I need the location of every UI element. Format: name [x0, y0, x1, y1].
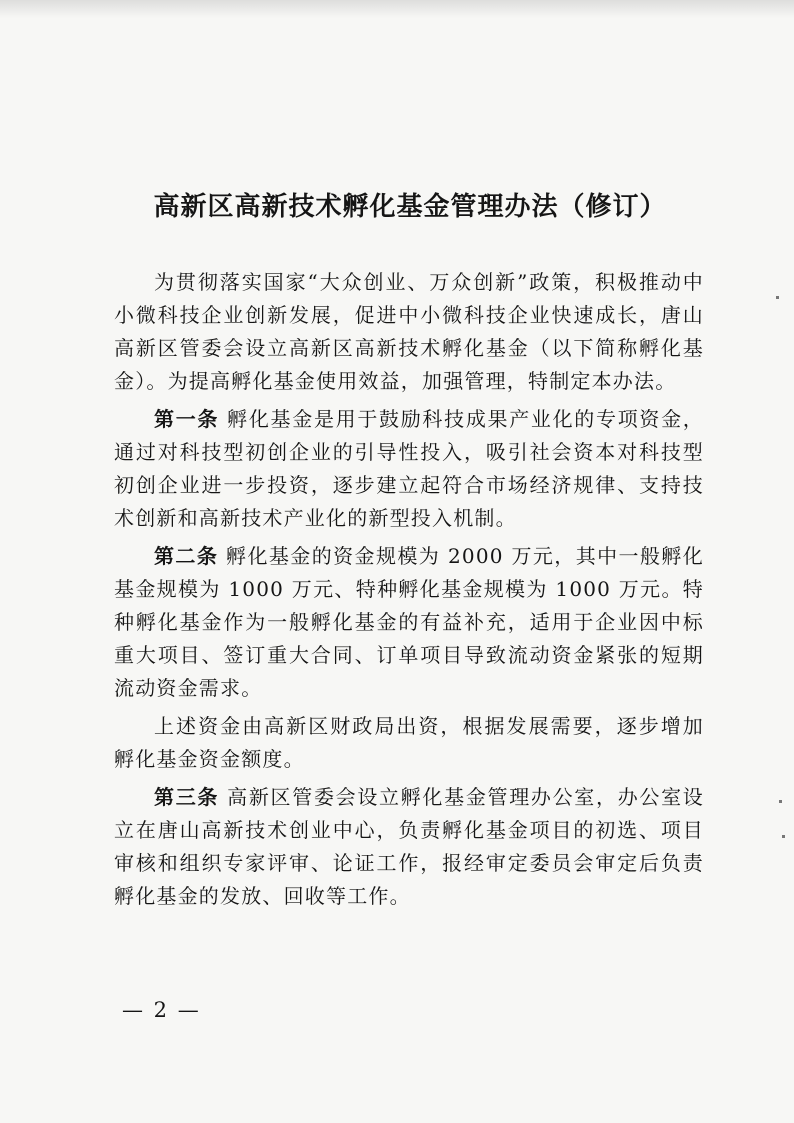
scan-speck: [776, 296, 779, 299]
article-3-text: 高新区管委会设立孵化基金管理办公室，办公室设立在唐山高新技术创业中心，负责孵化基金项目的初选、项目审核和组织专家评审、论证工作，报经审定委员会审定后负责孵化基金的发放、回收等工作。: [114, 785, 704, 908]
scan-top-edge: [0, 0, 794, 18]
intro-text: 为贯彻落实国家“大众创业、万众创新”政策，积极推动中小微科技企业创新发展，促进中小微科技企业快速成长，唐山高新区管委会设立高新区高新技术孵化基金（以下简称孵化基金）。为提高孵化基金使用效益，加强管理，特制定本办法。: [114, 270, 704, 393]
page-number: — 2 —: [122, 998, 201, 1022]
article-3-label: 第三条: [154, 785, 220, 809]
article-1-text: 孵化基金是用于鼓励科技成果产业化的专项资金，通过对科技型初创企业的引导性投入，吸引社会资本对科技型初创企业进一步投资，逐步建立起符合市场经济规律、支持技术创新和高新技术产业化的新型投入机制。: [114, 407, 704, 530]
scan-speck: [782, 835, 785, 838]
article-2-text: 孵化基金的资金规模为 2000 万元，其中一般孵化基金规模为 1000 万元、特种孵化基金规模为 1000 万元。特种孵化基金作为一般孵化基金的有益补充，适用于企业因中标重大项目、签订重大合同、订单项目导致流动资金紧张的短期流动资金需求。: [114, 544, 704, 700]
document-title: 高新区高新技术孵化基金管理办法（修订）: [153, 192, 667, 222]
article-1-label: 第一条: [154, 407, 220, 431]
article-2-label: 第二条: [154, 544, 219, 568]
intro-paragraph: [114, 266, 704, 398]
scan-speck: [779, 800, 782, 803]
funding-text: 上述资金由高新区财政局出资，根据发展需要，逐步增加孵化基金资金额度。: [114, 714, 704, 771]
article-2-paragraph: [114, 540, 704, 705]
article-3-paragraph: [114, 781, 704, 913]
funding-paragraph: [114, 710, 704, 776]
article-1-paragraph: [114, 403, 704, 535]
document-body: [114, 266, 704, 913]
